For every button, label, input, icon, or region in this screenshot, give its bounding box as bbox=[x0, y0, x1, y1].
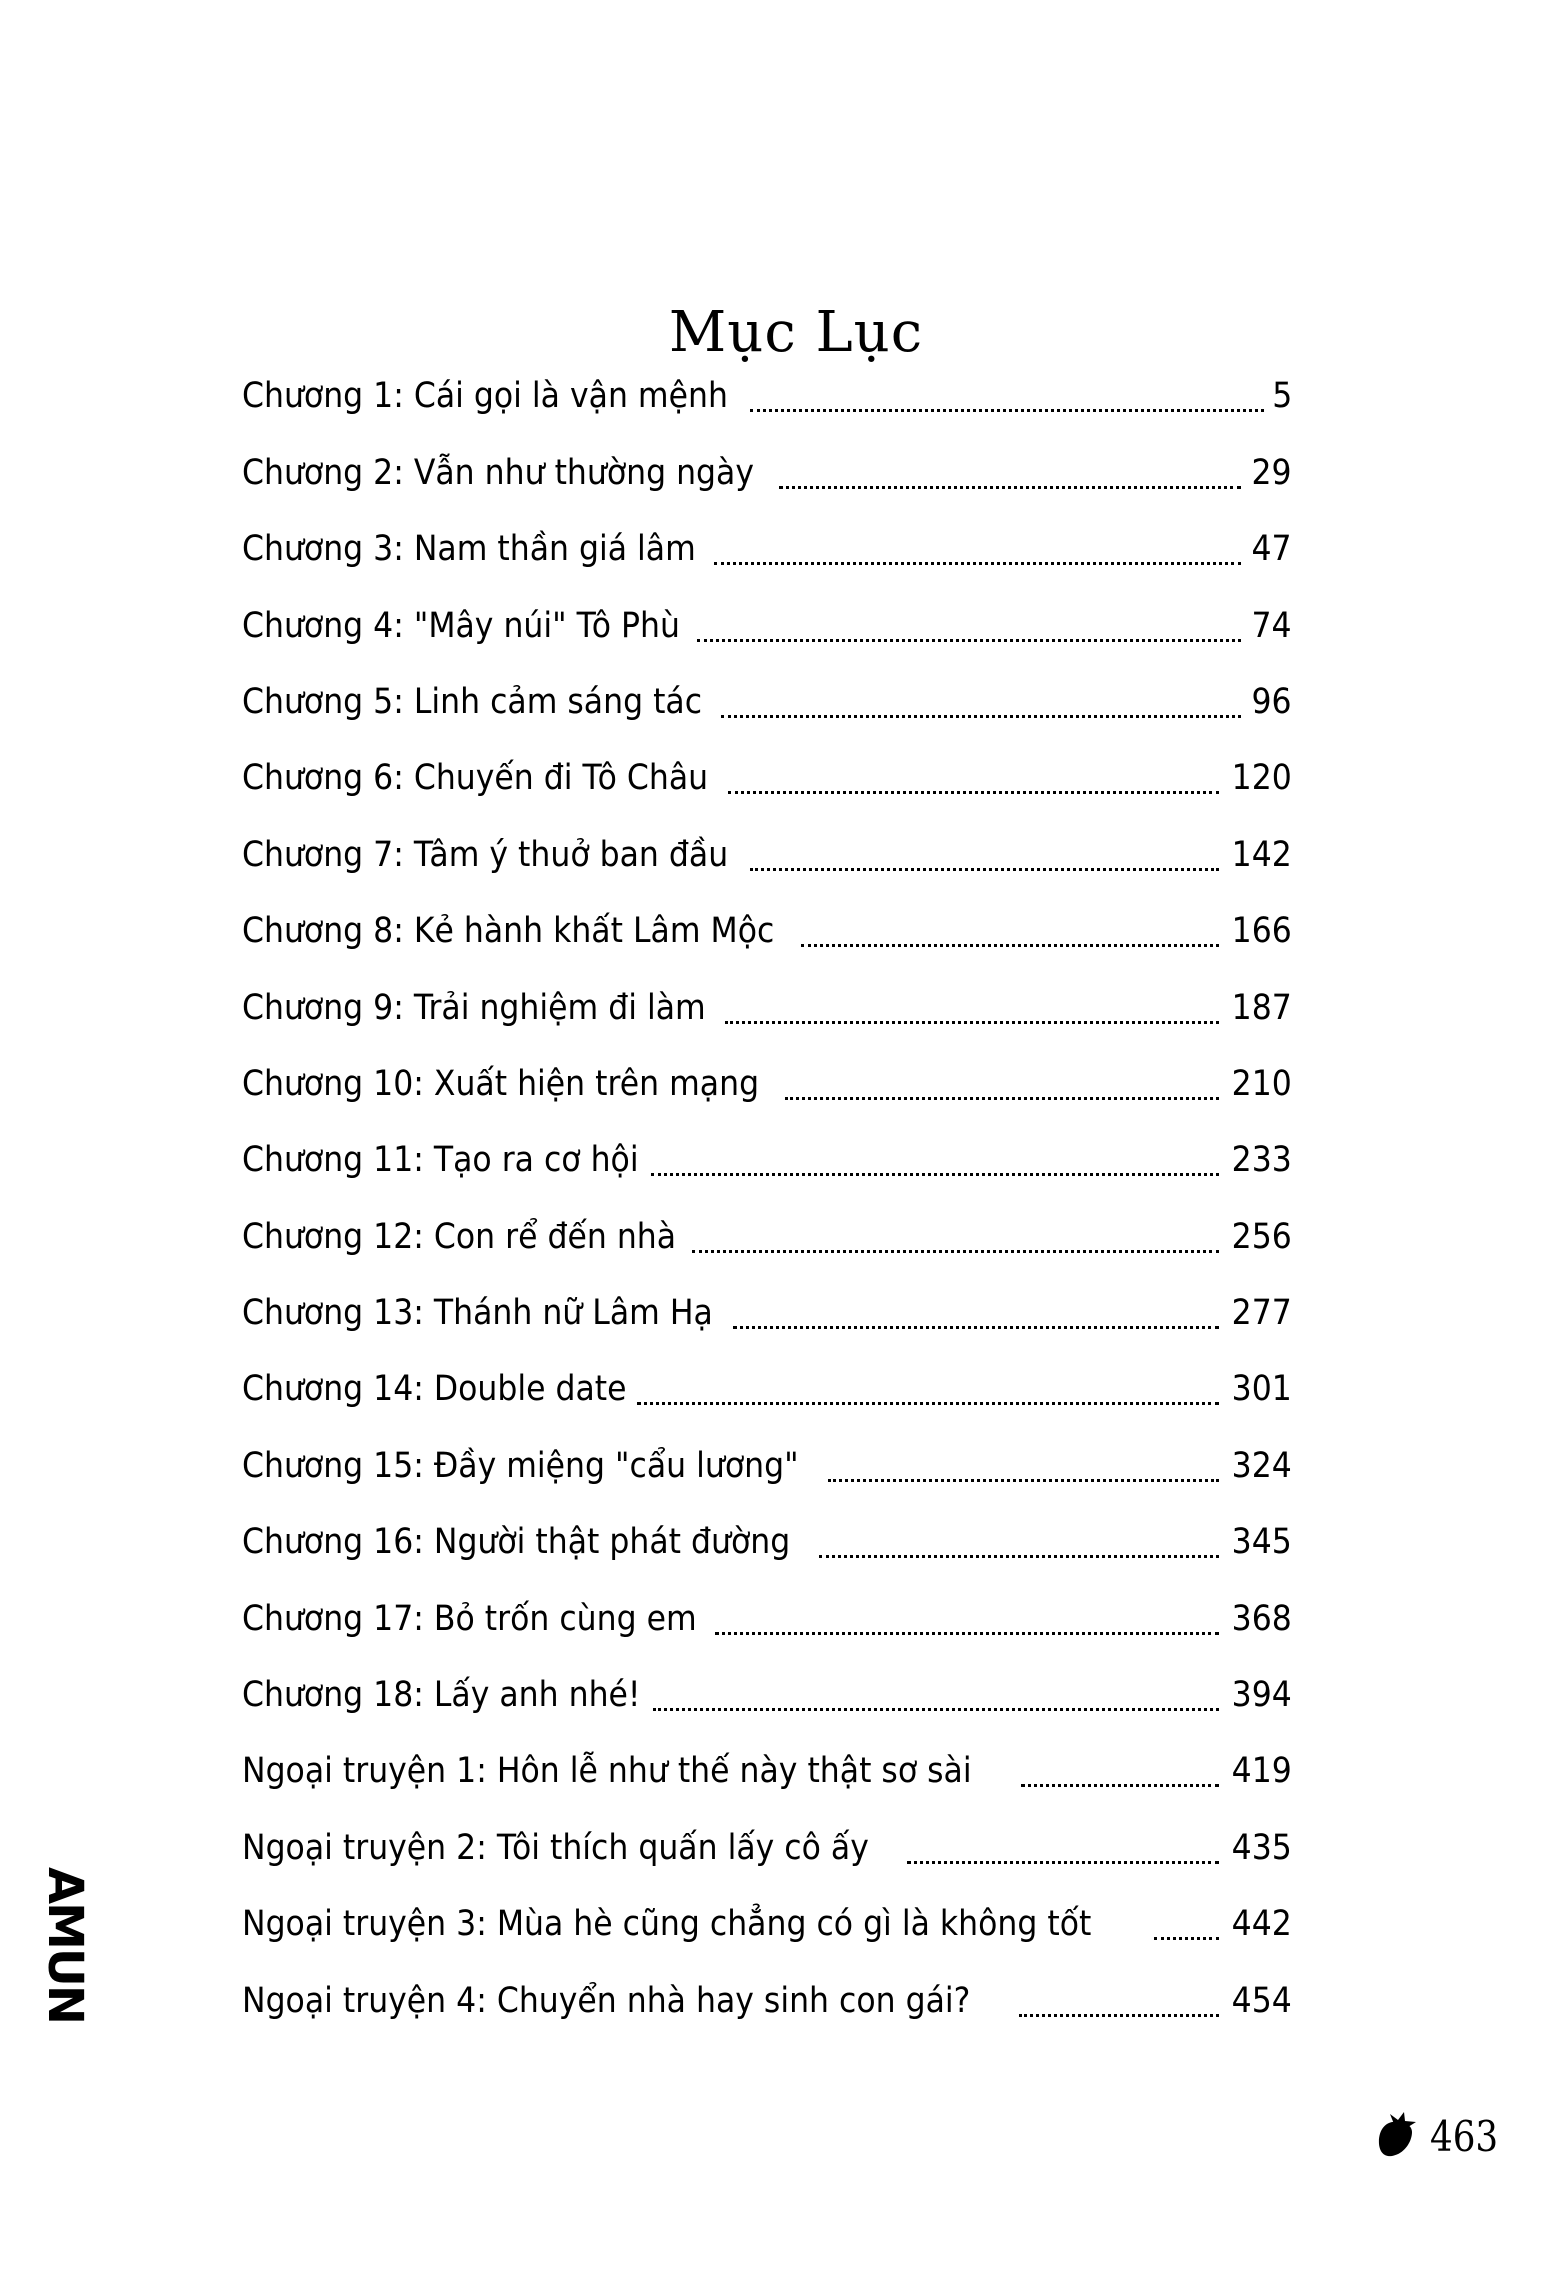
toc-entry bbox=[242, 1649, 1292, 1725]
toc-entry bbox=[242, 656, 1292, 732]
dot-leader bbox=[733, 1326, 1219, 1329]
toc-entry-title: Ngoại truyện 2: Tôi thích quấn lấy cô ấy bbox=[242, 1827, 869, 1868]
dot-leader bbox=[692, 1250, 1219, 1253]
toc-entry-page: 368 bbox=[1231, 1598, 1292, 1639]
toc-entry-page: 345 bbox=[1231, 1522, 1292, 1563]
toc-entry bbox=[242, 426, 1292, 502]
dot-leader bbox=[779, 486, 1242, 489]
dot-leader bbox=[725, 1021, 1219, 1024]
toc-entry-title: Chương 7: Tâm ý thuở ban đầu bbox=[242, 834, 729, 875]
toc-entry-title: Chương 17: Bỏ trốn cùng em bbox=[242, 1598, 697, 1639]
toc-entry bbox=[242, 1954, 1292, 2030]
dot-leader bbox=[651, 1173, 1220, 1176]
toc-entry-page: 256 bbox=[1231, 1216, 1292, 1257]
toc-entry-page: 419 bbox=[1231, 1751, 1292, 1792]
publisher-logo bbox=[37, 1860, 93, 2030]
toc-entry-page: 96 bbox=[1251, 681, 1292, 722]
toc-entry bbox=[242, 1878, 1292, 1954]
dot-leader bbox=[1019, 2014, 1219, 2017]
toc-entry-title: Ngoại truyện 1: Hôn lễ như thế này thật sơ sài bbox=[242, 1751, 972, 1792]
toc-entry-title: Chương 12: Con rể đến nhà bbox=[242, 1216, 677, 1257]
toc-entry-page: 120 bbox=[1231, 758, 1292, 799]
toc-entry-page: 142 bbox=[1231, 834, 1292, 875]
toc-entry-page: 442 bbox=[1231, 1904, 1292, 1945]
toc-entry-page: 454 bbox=[1231, 1980, 1292, 2021]
dot-leader bbox=[1154, 1937, 1220, 1940]
toc-entry bbox=[242, 961, 1292, 1037]
dot-leader bbox=[1021, 1784, 1220, 1787]
dot-leader bbox=[697, 639, 1242, 642]
toc-entry bbox=[242, 1572, 1292, 1648]
dot-leader bbox=[750, 409, 1264, 412]
toc-entry-title: Chương 9: Trải nghiệm đi làm bbox=[242, 987, 706, 1028]
toc-entry-page: 5 bbox=[1271, 376, 1292, 417]
toc-entry bbox=[242, 732, 1292, 808]
toc-entry bbox=[242, 1725, 1292, 1801]
toc-entry bbox=[242, 1267, 1292, 1343]
toc-entry-page: 233 bbox=[1231, 1140, 1292, 1181]
toc-entry-page: 187 bbox=[1231, 987, 1292, 1028]
toc-entry-page: 47 bbox=[1251, 529, 1292, 570]
toc-entry-title: Ngoại truyện 4: Chuyển nhà hay sinh con gái? bbox=[242, 1980, 971, 2021]
toc-entry-title: Chương 14: Double date bbox=[242, 1369, 627, 1410]
toc-entry-page: 435 bbox=[1231, 1827, 1292, 1868]
toc-entry-page: 74 bbox=[1251, 605, 1292, 646]
toc-entry-title: Chương 2: Vẫn như thường ngày bbox=[242, 452, 755, 493]
dot-leader bbox=[728, 791, 1219, 794]
toc-entry bbox=[242, 1801, 1292, 1877]
toc-entry bbox=[242, 885, 1292, 961]
toc-entry-page: 29 bbox=[1251, 452, 1292, 493]
dot-leader bbox=[819, 1555, 1219, 1558]
toc-entry-page: 277 bbox=[1231, 1293, 1292, 1334]
toc-entry-title: Chương 8: Kẻ hành khất Lâm Mộc bbox=[242, 911, 775, 952]
dot-leader bbox=[653, 1708, 1219, 1711]
publisher-logo-text: AMUN bbox=[37, 1866, 93, 2024]
toc-entry-title: Chương 1: Cái gọi là vận mệnh bbox=[242, 376, 728, 417]
dot-leader bbox=[828, 1479, 1219, 1482]
toc-entry-title: Chương 6: Chuyến đi Tô Châu bbox=[242, 758, 709, 799]
toc-entry-title: Chương 13: Thánh nữ Lâm Hạ bbox=[242, 1293, 713, 1334]
toc-entry bbox=[242, 1114, 1292, 1190]
toc-entry bbox=[242, 1496, 1292, 1572]
toc-entry-title: Chương 18: Lấy anh nhé! bbox=[242, 1675, 641, 1716]
toc-entry-title: Chương 10: Xuất hiện trên mạng bbox=[242, 1063, 760, 1104]
toc-entry-title: Ngoại truyện 3: Mùa hè cũng chẳng có gì là không tốt bbox=[242, 1904, 1092, 1945]
toc-entry-page: 324 bbox=[1231, 1445, 1292, 1486]
toc-entry bbox=[242, 350, 1292, 426]
dot-leader bbox=[714, 562, 1241, 565]
toc-entry-page: 210 bbox=[1231, 1063, 1292, 1104]
dot-leader bbox=[750, 868, 1219, 871]
toc-entry bbox=[242, 1419, 1292, 1495]
toc-entry-title: Chương 16: Người thật phát đường bbox=[242, 1522, 791, 1563]
page-title: Mục Lục bbox=[668, 299, 924, 365]
toc-entry bbox=[242, 808, 1292, 884]
toc-entry-page: 394 bbox=[1231, 1675, 1292, 1716]
toc-entry-page: 166 bbox=[1231, 911, 1292, 952]
toc-entry bbox=[242, 503, 1292, 579]
toc-entry bbox=[242, 1190, 1292, 1266]
toc-entry-title: Chương 5: Linh cảm sáng tác bbox=[242, 681, 703, 722]
strawberry-icon bbox=[1376, 2112, 1418, 2158]
dot-leader bbox=[637, 1402, 1219, 1405]
toc-entry-title: Chương 3: Nam thần giá lâm bbox=[242, 529, 696, 570]
table-of-contents bbox=[242, 350, 1292, 2031]
dot-leader bbox=[715, 1632, 1219, 1635]
dot-leader bbox=[801, 944, 1219, 947]
toc-entry bbox=[242, 1038, 1292, 1114]
dot-leader bbox=[721, 715, 1241, 718]
toc-entry-title: Chương 15: Đầy miệng "cẩu lương" bbox=[242, 1445, 799, 1486]
toc-entry bbox=[242, 1343, 1292, 1419]
toc-entry-title: Chương 11: Tạo ra cơ hội bbox=[242, 1140, 639, 1181]
dot-leader bbox=[785, 1097, 1220, 1100]
toc-entry-page: 301 bbox=[1231, 1369, 1292, 1410]
page-number: 463 bbox=[1430, 2112, 1499, 2161]
dot-leader bbox=[907, 1861, 1220, 1864]
toc-entry-title: Chương 4: "Mây núi" Tô Phù bbox=[242, 605, 680, 646]
toc-entry bbox=[242, 579, 1292, 655]
